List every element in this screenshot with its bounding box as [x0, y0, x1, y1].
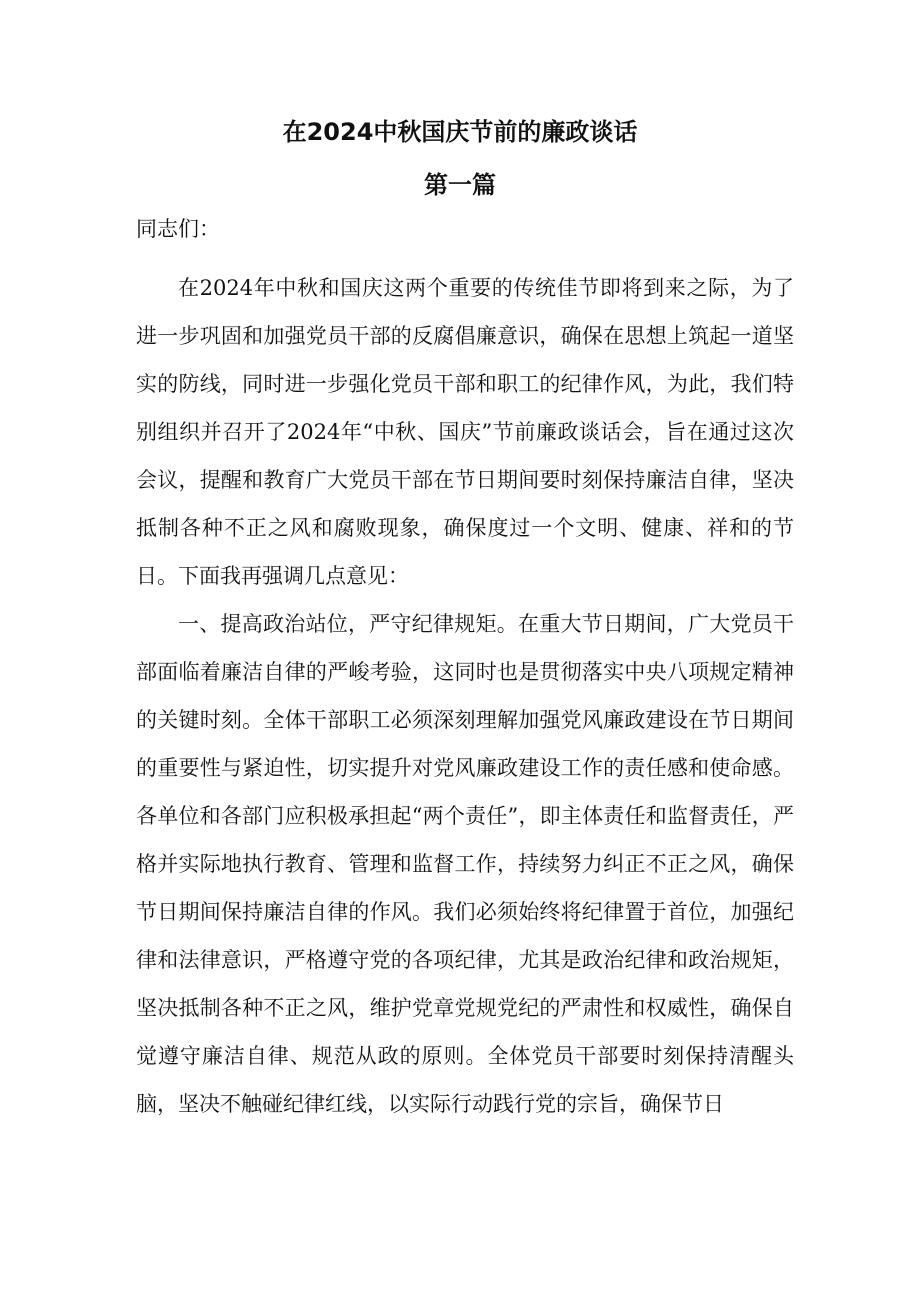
- salutation: 同志们：: [136, 217, 220, 241]
- document-body: [136, 264, 794, 1128]
- document-subtitle: 第一篇: [424, 171, 496, 199]
- paragraph-intro: 在2024年中秋和国庆这两个重要的传统佳节即将到来之际，为了进一步巩固和加强党员干部的反腐倡廉意识，确保在思想上筑起一道坚实的防线，同时进一步强化党员干部和职工的纪律作风，为此，我们特别组织并召开了2024年“中秋、国庆”节前廉政谈话会，旨在通过这次会议，提醒和教育广大党员干部在节日期间要时刻保持廉洁自律，坚决抵制各种不正之风和腐败现象，确保度过一个文明、健康、祥和的节日。下面我再强调几点意见：: [136, 276, 794, 588]
- document-title: 在2024中秋国庆节前的廉政谈话: [282, 118, 638, 146]
- paragraph-point-one: 一、提高政治站位，严守纪律规矩。在重大节日期间，广大党员干部面临着廉洁自律的严峻考验，这同时也是贯彻落实中央八项规定精神的关键时刻。全体干部职工必须深刻理解加强党风廉政建设在节日期间的重要性与紧迫性，切实提升对党风廉政建设工作的责任感和使命感。各单位和各部门应积极承担起“两个责任”，即主体责任和监督责任，严格并实际地执行教育、管理和监督工作，持续努力纠正不正之风，确保节日期间保持廉洁自律的作风。我们必须始终将纪律置于首位，加强纪律和法律意识，严格遵守党的各项纪律，尤其是政治纪律和政治规矩，坚决抵制各种不正之风，维护党章党规党纪的严肃性和权威性，确保自觉遵守廉洁自律、规范从政的原则。全体党员干部要时刻保持清醒头脑，坚决不触碰纪律红线，以实际行动践行党的宗旨，确保节日: [136, 612, 794, 1116]
